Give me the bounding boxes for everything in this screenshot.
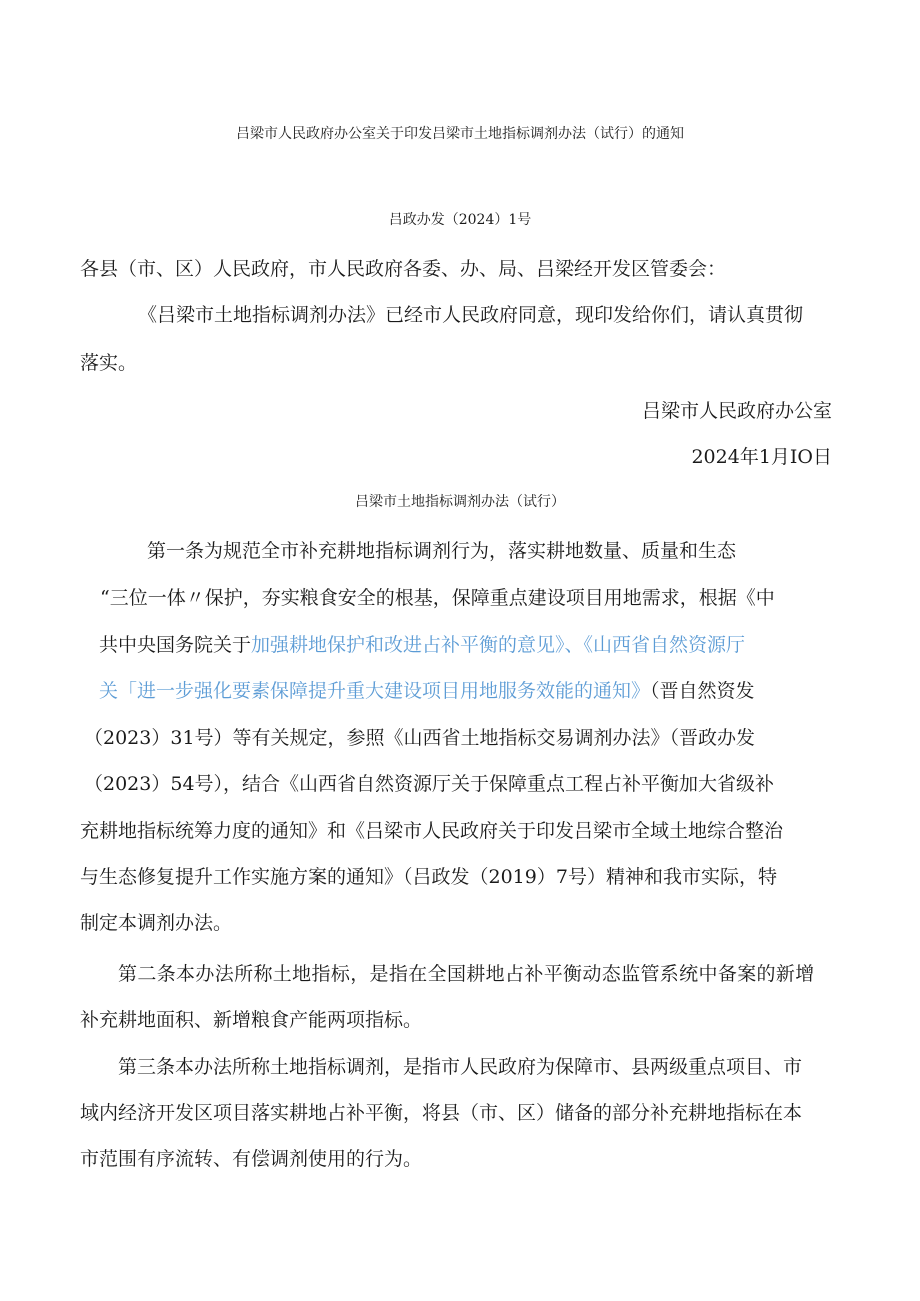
article3-line-1: 第三条本办法所称土地指标调剂，是指市人民政府为保障市、县两级重点项目、市 <box>118 1056 803 1078</box>
article1-line-3-text: 共中央国务院关于 <box>99 634 252 656</box>
article1-line-8: 与生态修复提升工作实施方案的通知》（吕政发（2019）7号）精神和我市实际，特 <box>80 866 777 888</box>
document-number: 吕政办发（2024）1号 <box>388 212 532 228</box>
article1-line-7: 充耕地指标统筹力度的通知》和《吕梁市人民政府关于印发吕梁市全域土地综合整治 <box>80 820 784 842</box>
article1-line-6: （2023）54号），结合《山西省自然资源厅关于保障重点工程占补平衡加大省级补 <box>84 773 775 795</box>
document-title: 吕梁市人民政府办公室关于印发吕梁市土地指标调剂办法（试行）的通知 <box>236 126 684 142</box>
article1-line-3 <box>99 632 745 658</box>
notice-body-line-2: 落实。 <box>80 352 138 374</box>
addressee-line: 各县（市、区）人民政府，市人民政府各委、办、局、吕梁经开发区管委会： <box>80 258 727 280</box>
article2-line-2: 补充耕地面积、新增粮食产能两项指标。 <box>80 1009 423 1031</box>
article2-line-1: 第二条本办法所称土地指标，是指在全国耕地占补平衡动态监管系统中备案的新增 <box>118 963 815 985</box>
article3-line-2: 域内经济开发区项目落实耕地占补平衡，将县（市、区）储备的部分补充耕地指标在本 <box>80 1102 803 1124</box>
article1-line-4-text: （晋自然资发 <box>650 680 755 702</box>
issue-date: 2024年1月IO日 <box>691 446 832 468</box>
notice-body-line-1: 《吕梁市土地指标调剂办法》已经市人民政府同意，现印发给你们，请认真贯彻 <box>138 304 804 326</box>
article1-line-4 <box>99 678 755 704</box>
article1-line-5: （2023）31号）等有关规定，参照《山西省土地指标交易调剂办法》（晋政办发 <box>84 727 756 749</box>
measures-title: 吕梁市土地指标调剂办法（试行） <box>355 494 565 510</box>
issuer-signature: 吕梁市人民政府办公室 <box>641 400 832 422</box>
article3-line-3: 市范围有序流转、有偿调剂使用的行为。 <box>80 1148 423 1170</box>
policy-reference-link-1[interactable]: 加强耕地保护和改进占补平衡的意见》、《山西省自然资源厅 <box>251 634 746 656</box>
article1-line-9: 制定本调剂办法。 <box>80 912 233 934</box>
policy-reference-link-2[interactable]: 关「进一步强化要素保障提升重大建设项目用地服务效能的通知》 <box>99 680 651 702</box>
article1-line-2: “三位一体〃保护，夯实粮食安全的根基，保障重点建设项目用地需求，根据《中 <box>100 587 775 609</box>
article1-line-1: 第一条为规范全市补充耕地指标调剂行为，落实耕地数量、质量和生态 <box>147 540 737 562</box>
